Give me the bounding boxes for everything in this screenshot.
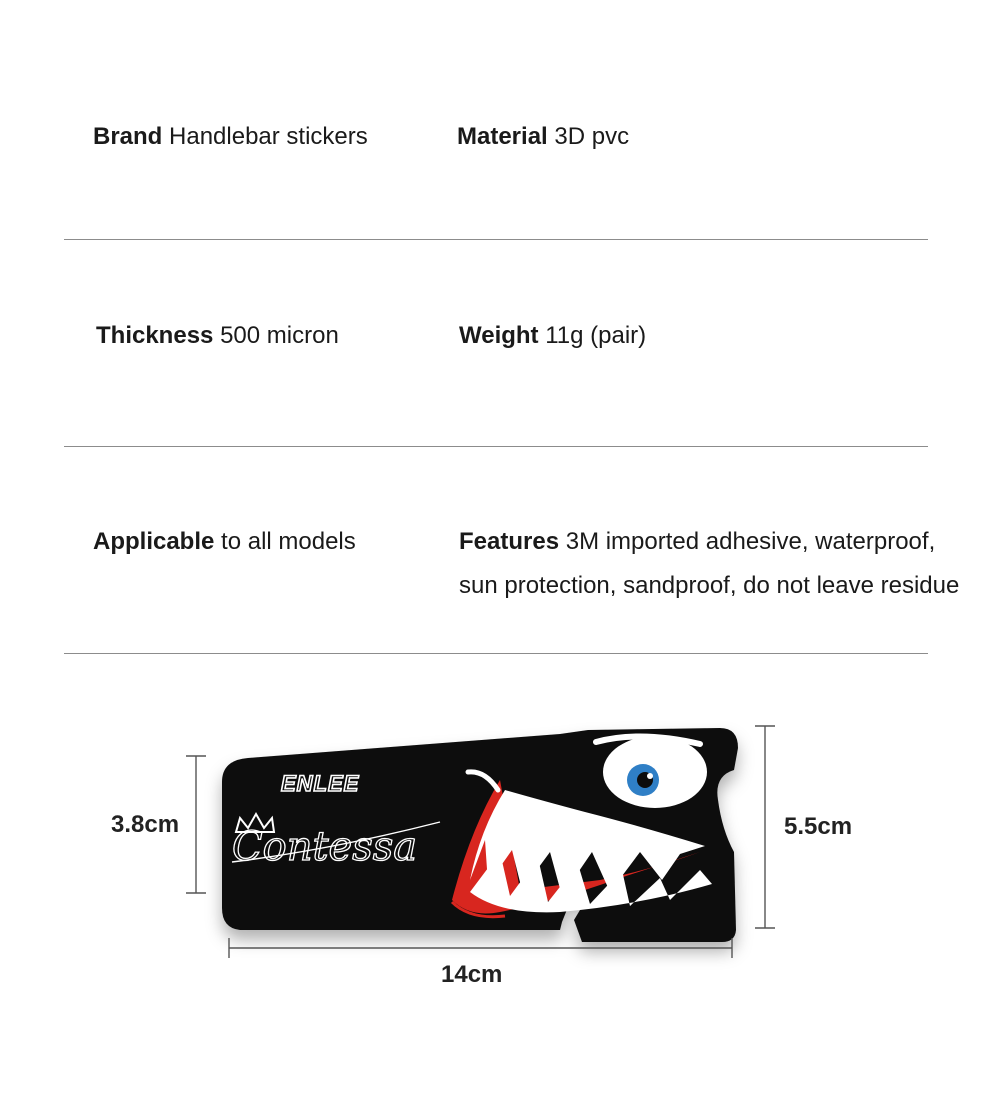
spec-weight-value: 11g (pair) (545, 322, 647, 349)
spec-brand-value: Handlebar stickers (169, 123, 368, 150)
spec-weight-key: Weight (459, 322, 539, 349)
spec-thickness-value: 500 micron (220, 322, 339, 349)
spec-material-value: 3D pvc (554, 123, 630, 150)
spec-features-line2: sun protection, sandproof, do not leave residue (459, 572, 960, 599)
dimension-left-label: 3.8cm (111, 811, 180, 838)
sticker-script-text: Contessa (232, 824, 418, 870)
spec-applicable-key: Applicable (93, 528, 215, 555)
shark-eye-glint (647, 773, 653, 779)
spec-material-key: Material (457, 123, 548, 150)
spec-thickness-key: Thickness (96, 322, 214, 349)
spec-features-key: Features (459, 528, 560, 555)
sticker-brand-text: ENLEE (281, 771, 360, 796)
spec-features-value: 3M imported adhesive, waterproof, (565, 528, 936, 555)
dimension-right-label: 5.5cm (784, 813, 853, 840)
dimension-width-label: 14cm (441, 961, 503, 988)
spec-brand-key: Brand (93, 123, 163, 150)
spec-applicable-value: to all models (221, 528, 356, 555)
